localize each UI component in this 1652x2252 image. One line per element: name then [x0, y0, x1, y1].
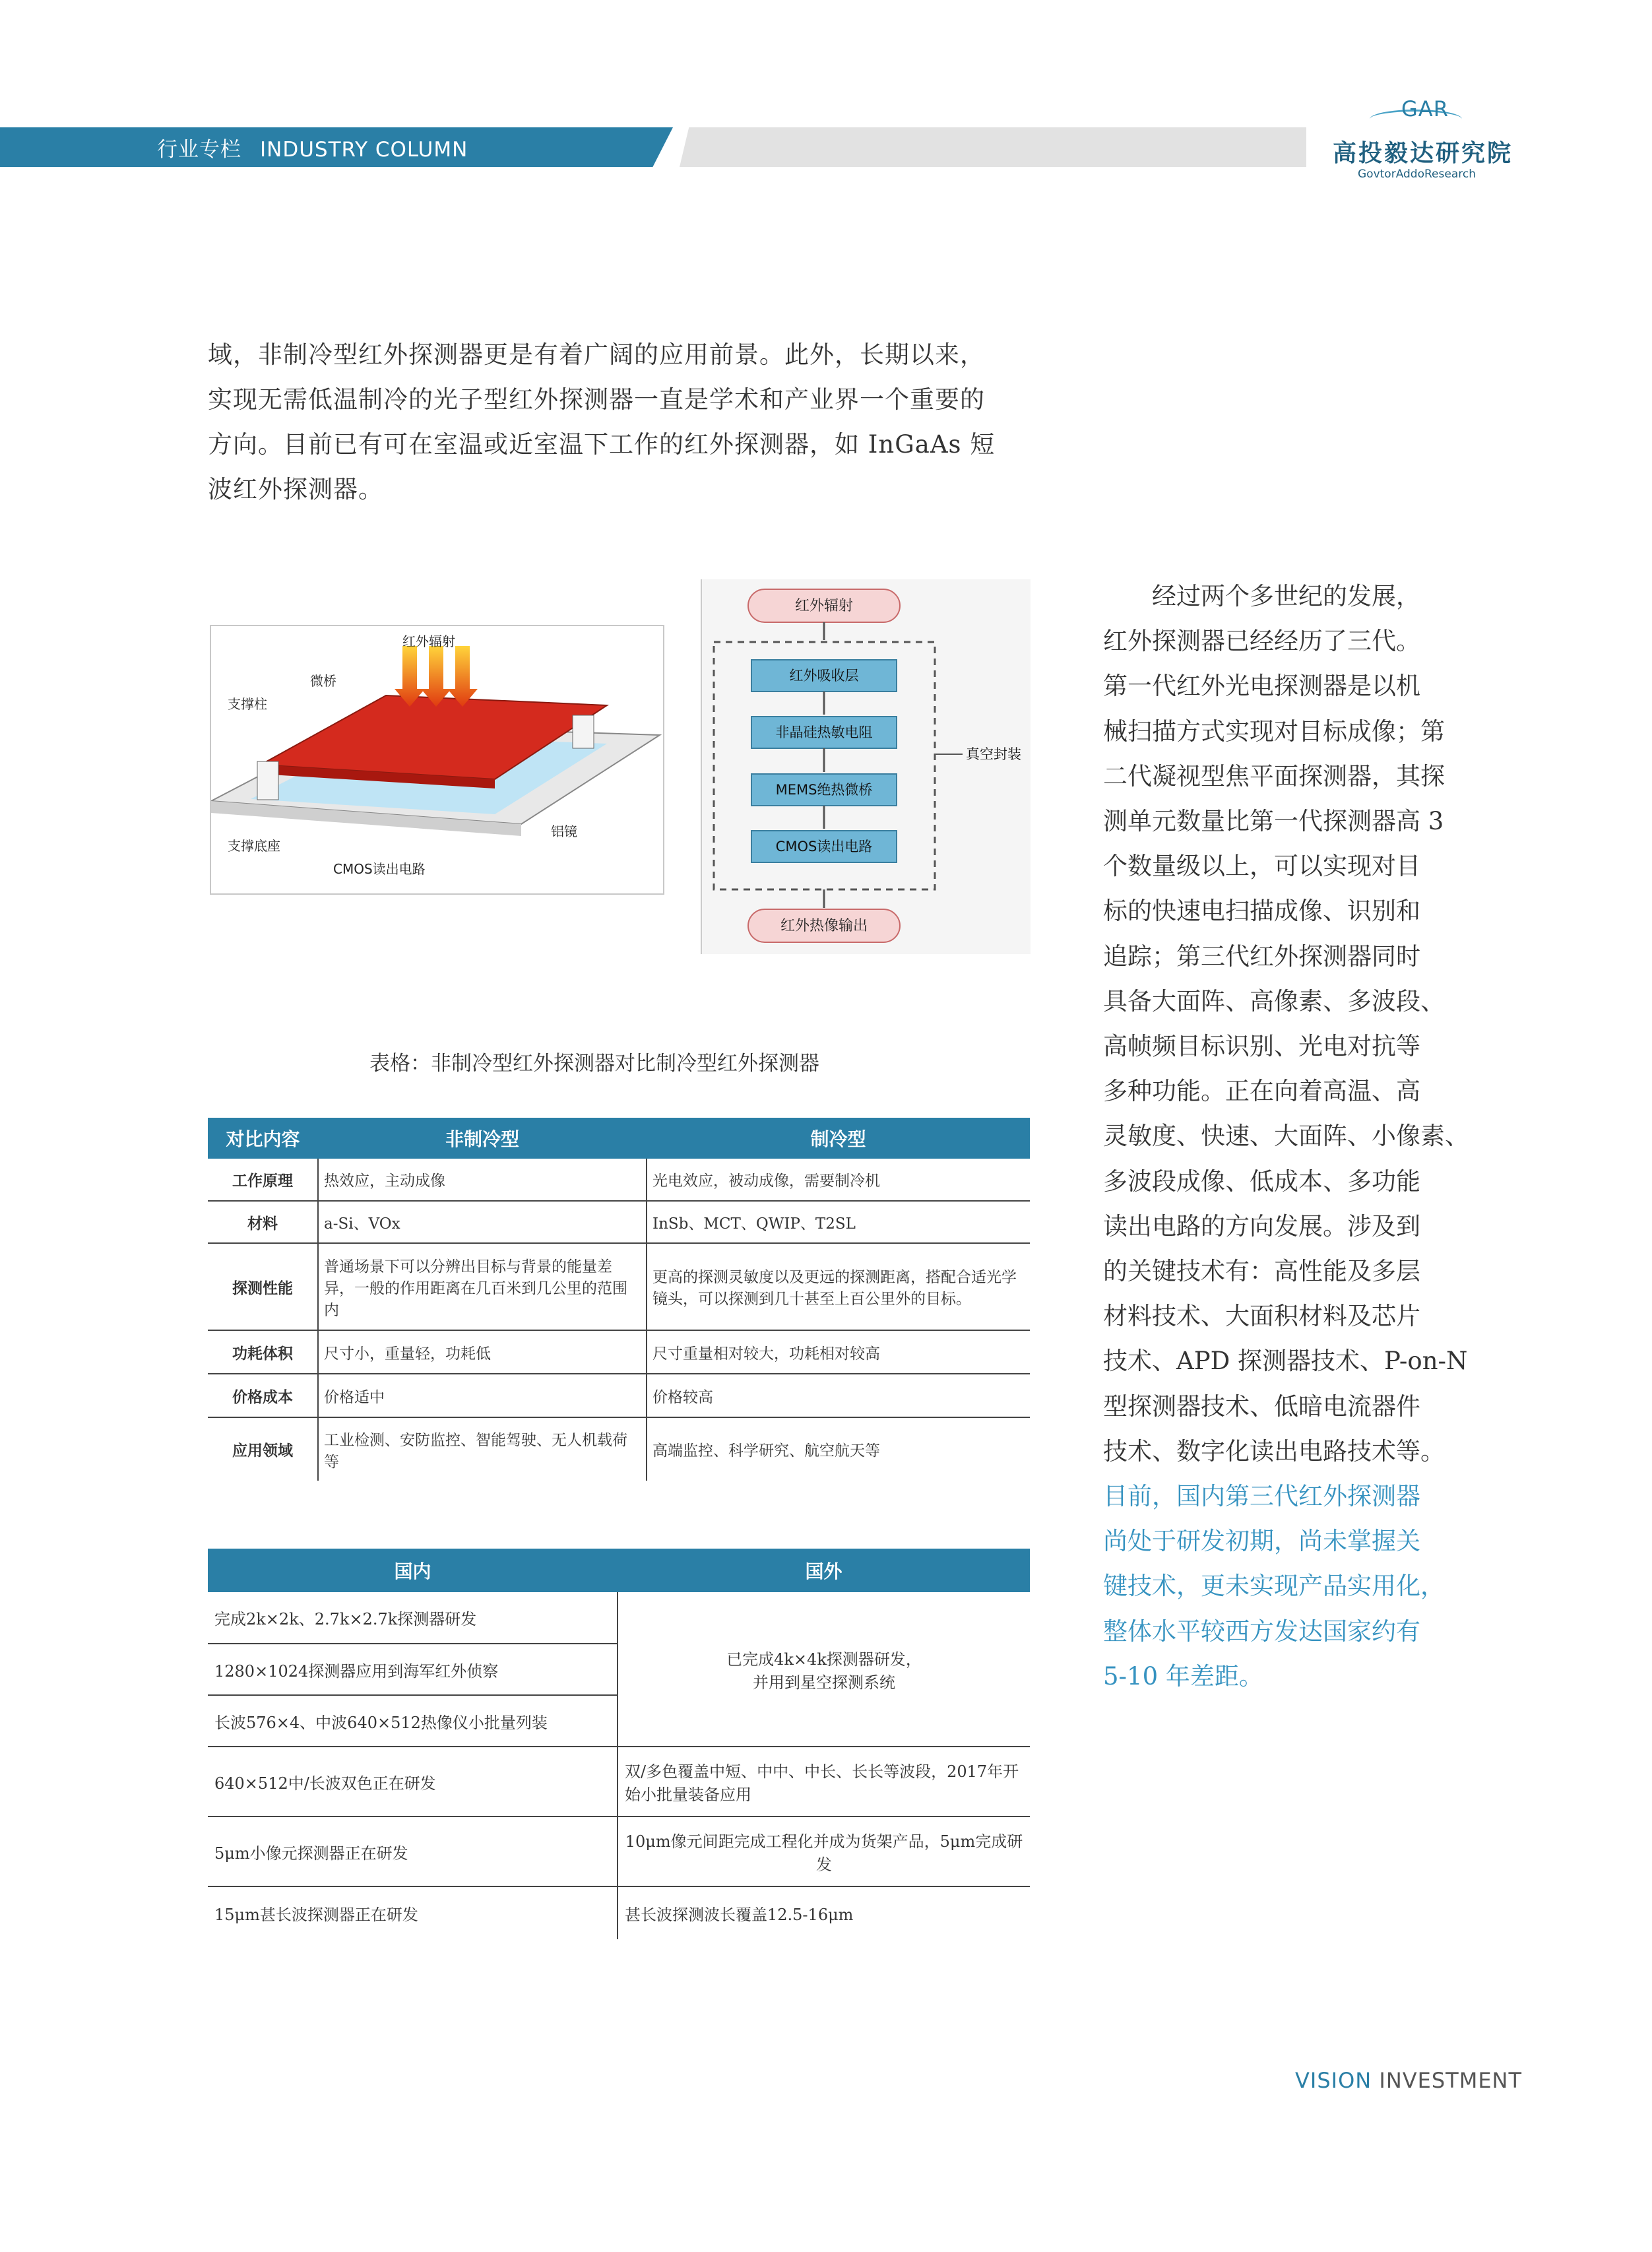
label-bridge: 微桥	[310, 673, 336, 689]
table-cell: 普通场景下可以分辨出目标与背景的能量差异，一般的作用距离在几百米到几公里的范围内	[318, 1243, 647, 1330]
rcol-line: 技术、数字化读出电路技术等。	[1103, 1436, 1445, 1465]
rcol-highlight-line: 目前，国内第三代红外探测器	[1103, 1482, 1420, 1511]
rcol-line: 型探测器技术、低暗电流器件	[1103, 1392, 1420, 1421]
table-header: 国内	[208, 1549, 618, 1592]
label-cmos: CMOS读出电路	[333, 861, 426, 877]
flow-step-label: MEMS绝热微桥	[775, 782, 873, 798]
radiation-arrows	[395, 646, 478, 707]
rcol-line: 标的快速电扫描成像、识别和	[1103, 897, 1420, 926]
section-label-cn: 行业专栏	[157, 138, 241, 162]
table-row	[208, 1886, 1030, 1939]
paragraph-line: 波红外探测器。	[208, 475, 383, 503]
table-row	[208, 1747, 1030, 1817]
rcol-line: 经过两个多世纪的发展，	[1103, 582, 1420, 610]
table-header: 对比内容	[208, 1118, 318, 1159]
page-footer	[1295, 2068, 1522, 2093]
flow-top-label: 红外辐射	[794, 598, 854, 614]
table-cell: 材料	[208, 1201, 318, 1243]
table-cell: 高端监控、科学研究、航空航天等	[652, 1442, 880, 1460]
table-cell: 功耗体积	[208, 1330, 318, 1374]
rcol-line: 读出电路的方向发展。涉及到	[1103, 1211, 1420, 1240]
pillar-right	[573, 715, 594, 748]
table-header: 国外	[618, 1549, 1030, 1592]
rcol-line: 具备大面阵、高像素、多波段、	[1103, 986, 1445, 1015]
table-cell: 尺寸小，重量轻，功耗低	[318, 1330, 647, 1374]
rcol-line: 高帧频目标识别、光电对抗等	[1103, 1032, 1420, 1061]
header-band-gray	[680, 127, 1306, 167]
table-cell: InSb、MCT、QWIP、T2SL	[647, 1201, 1030, 1243]
logo-name-cn: 高投毅达研究院	[1333, 140, 1513, 167]
rcol-line: 技术、APD 探测器技术、P-on-N	[1103, 1347, 1468, 1376]
table-header: 非制冷型	[318, 1118, 647, 1159]
table-cell-merged	[618, 1592, 1030, 1747]
table-row	[208, 1201, 1030, 1243]
table-row	[208, 1374, 1030, 1417]
flowchart-figure	[701, 579, 1031, 954]
table-row	[208, 1417, 1030, 1481]
section-label-en: INDUSTRY COLUMN	[260, 138, 468, 162]
paragraph-line: 方向。目前已有可在室温或近室温下工作的红外探测器，如 InGaAs 短	[208, 430, 996, 459]
table-cell: 价格较高	[647, 1374, 1030, 1417]
paragraph-line: 域，非制冷型红外探测器更是有着广阔的应用前景。此外，长期以来，	[208, 340, 985, 369]
rcol-line: 多波段成像、低成本、多功能	[1103, 1167, 1420, 1196]
table-row	[208, 1592, 1030, 1644]
table-cell: 工业检测、安防监控、智能驾驶、无人机载荷等	[318, 1417, 647, 1481]
body-paragraph	[208, 333, 1039, 512]
rcol-highlight-line: 键技术，更未实现产品实用化，	[1103, 1572, 1445, 1601]
rcol-line: 第一代红外光电探测器是以机	[1103, 672, 1420, 701]
table-header-row	[208, 1549, 1030, 1592]
table-row	[208, 1243, 1030, 1330]
rcol-line: 械扫描方式实现对目标成像；第	[1103, 717, 1445, 746]
table-cell: 640×512中/长波双色正在研发	[208, 1747, 618, 1817]
rcol-line: 追踪；第三代红外探测器同时	[1103, 942, 1420, 971]
flow-step-label: CMOS读出电路	[775, 839, 873, 854]
rcol-line: 多种功能。正在向着高温、高	[1103, 1077, 1420, 1106]
rcol-line: 材料技术、大面积材料及芯片	[1103, 1302, 1420, 1331]
rcol-highlight-line: 5-10 年差距。	[1103, 1661, 1263, 1690]
table-caption: 表格：非制冷型红外探测器对比制冷型红外探测器	[369, 1052, 819, 1076]
rcol-line: 测单元数量比第一代探测器高 3	[1103, 807, 1444, 836]
rcol-highlight-line: 尚处于研发初期，尚未掌握关	[1103, 1527, 1420, 1556]
table-row	[208, 1159, 1030, 1201]
flow-bottom-label: 红外热像输出	[780, 918, 868, 934]
rcol-line: 灵敏度、快速、大面阵、小像素、	[1103, 1122, 1469, 1151]
pillar-left	[257, 761, 278, 800]
domestic-foreign-table	[208, 1549, 1030, 1939]
table-cell: 探测性能	[208, 1243, 318, 1330]
comparison-table	[208, 1118, 1030, 1481]
table-cell: 10μm像元间距完成工程化并成为货架产品，5μm完成研发	[618, 1817, 1030, 1886]
right-column-text	[1103, 574, 1473, 1699]
table-row	[208, 1817, 1030, 1886]
table-row	[208, 1330, 1030, 1374]
label-pillar: 支撑柱	[228, 696, 267, 712]
table-cell: 光电效应，被动成像，需要制冷机	[647, 1159, 1030, 1201]
vacuum-package-label: 真空封装	[966, 746, 1021, 762]
rcol-line: 个数量级以上，可以实现对目	[1103, 852, 1420, 881]
rcol-line: 的关键技术有：高性能及多层	[1103, 1257, 1420, 1286]
table-cell: 完成2k×2k、2.7k×2.7k探测器研发	[208, 1592, 618, 1644]
table-cell: 1280×1024探测器应用到海军红外侦察	[208, 1644, 618, 1695]
paragraph-line: 实现无需低温制冷的光子型红外探测器一直是学术和产业界一个重要的	[208, 385, 985, 414]
footer-investment: INVESTMENT	[1379, 2068, 1523, 2093]
logo-abbr: GAR	[1401, 96, 1449, 121]
table-cell: 5μm小像元探测器正在研发	[208, 1817, 618, 1886]
flow-step-label: 红外吸收层	[789, 668, 859, 684]
flow-step-label: 非晶硅热敏电阻	[775, 724, 873, 740]
rcol-highlight-line: 整体水平较西方发达国家约有	[1103, 1617, 1420, 1646]
table-cell: 价格适中	[318, 1374, 647, 1417]
table-cell: 工作原理	[208, 1159, 318, 1201]
table-header-row	[208, 1118, 1030, 1159]
merged-line: 已完成4k×4k探测器研发，	[726, 1650, 922, 1669]
section-label	[157, 133, 468, 162]
merged-line: 并用到星空探测系统	[753, 1673, 895, 1692]
table-cell: 甚长波探测波长覆盖12.5-16μm	[625, 1906, 854, 1924]
table-cell: 更高的探测灵敏度以及更远的探测距离，搭配合适光学镜头，可以探测到几十甚至上百公里外的目标。	[647, 1243, 1030, 1330]
table-cell: 价格成本	[208, 1374, 318, 1417]
table-cell: 长波576×4、中波640×512热像仪小批量列装	[208, 1695, 618, 1747]
label-base: 支撑底座	[228, 838, 280, 854]
table-header: 制冷型	[647, 1118, 1030, 1159]
rcol-line: 二代凝视型焦平面探测器，其探	[1103, 761, 1445, 790]
table-cell: 15μm甚长波探测器正在研发	[208, 1886, 618, 1939]
rcol-line: 红外探测器已经经历了三代。	[1103, 627, 1420, 656]
footer-vision: VISION	[1295, 2068, 1372, 2093]
logo-name-en: GovtorAddoResearch	[1358, 168, 1476, 181]
label-mirror: 铝镜	[551, 823, 577, 839]
microbolometer-figure	[210, 625, 664, 895]
table-cell: 热效应，主动成像	[318, 1159, 647, 1201]
table-cell: 应用领域	[208, 1417, 318, 1481]
table-cell: 尺寸重量相对较大，功耗相对较高	[647, 1330, 1030, 1374]
label-radiation: 红外辐射	[402, 633, 455, 649]
table-cell: 双/多色覆盖中短、中中、中长、长长等波段，2017年开始小批量装备应用	[618, 1747, 1030, 1817]
table-cell: a-Si、VOx	[318, 1201, 647, 1243]
